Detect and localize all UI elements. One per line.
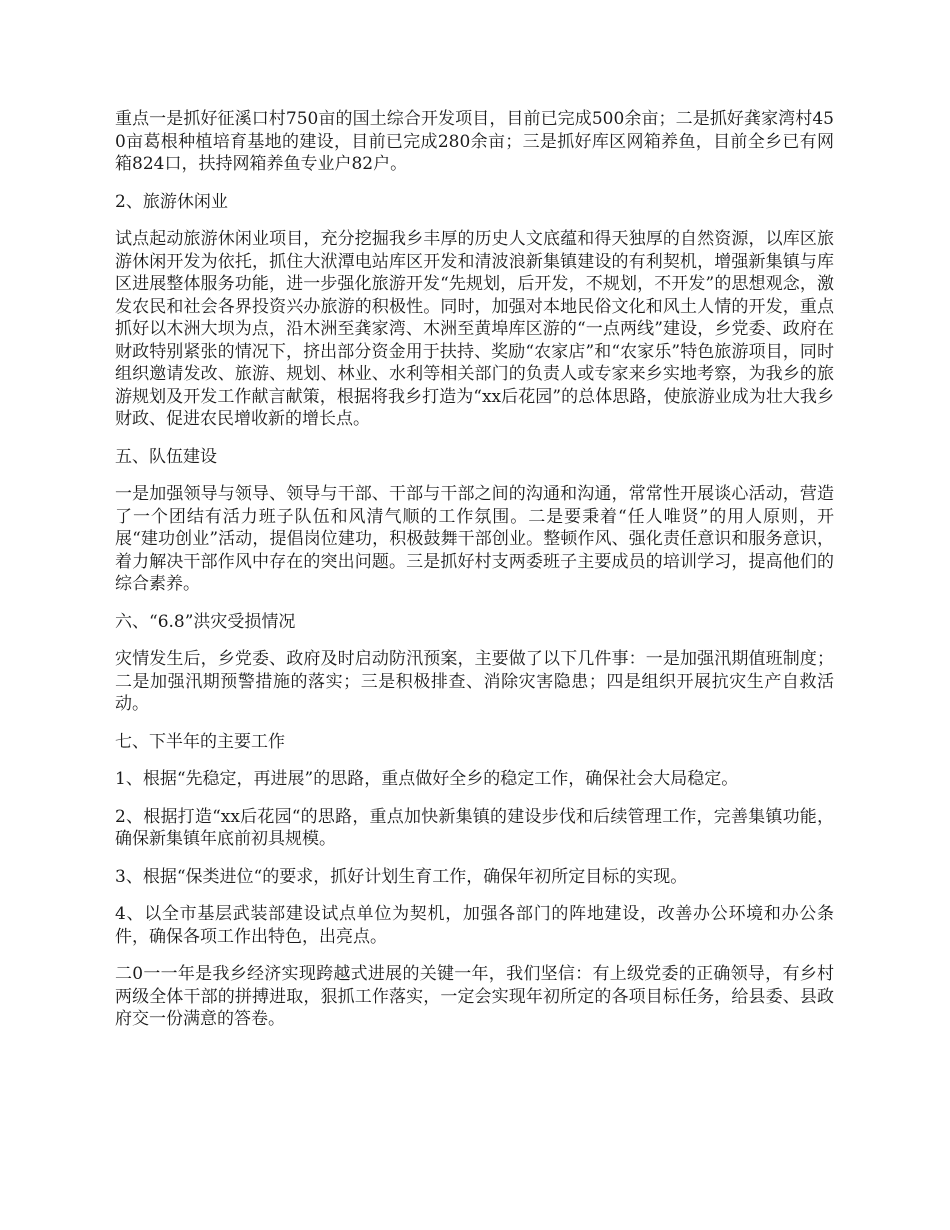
paragraph-conclusion: 二0一一年是我乡经济实现跨越式进展的关键一年，我们坚信：有上级党委的正确领导，有乡村两级全体干部的拼搏进取，狠抓工作落实，一定会实现年初所定的各项目标任务，给县委、县政府交一份满意的答卷。 [115, 964, 834, 1029]
list-item-work-3: 3、根据“保类进位“的要求，抓好计划生育工作，确保年初所定目标的实现。 [115, 866, 688, 887]
list-item-work-1: 1、根据“先稳定，再进展”的思路，重点做好全乡的稳定工作，确保社会大局稳定。 [115, 769, 739, 789]
paragraph-flood-damage: 灾情发生后，乡党委、政府及时启动防汛预案，主要做了以下几件事：一是加强汛期值班制度；二是加强汛期预警措施的落实；三是积极排查、消除灾害隐患；四是组织开展抗灾生产自救活动。 [115, 649, 834, 714]
heading-tourism: 2、旅游休闲业 [115, 191, 228, 212]
list-item-work-4: 4、以全市基层武装部建设试点单位为契机，加强各部门的阵地建设，改善办公环境和办公条件，确保各项工作出特色，出亮点。 [115, 904, 834, 947]
paragraph-agriculture-projects: 重点一是抓好征溪口村750亩的国土综合开发项目，目前已完成500余亩；二是抓好龚家湾村450亩葛根种植培育基地的建设，目前已完成280余亩；三是抓好库区网箱养鱼，目前全乡已有网箱824口，扶持网箱养鱼专业户82户。 [115, 109, 834, 174]
heading-flood-damage: 六、“6.8”洪灾受损情况 [115, 611, 296, 632]
heading-second-half-work: 七、下半年的主要工作 [115, 731, 285, 752]
paragraph-team-building: 一是加强领导与领导、领导与干部、干部与干部之间的沟通和沟通，常常性开展谈心活动，营造了一个团结有活力班子队伍和风清气顺的工作氛围。二是要秉着“任人唯贤”的用人原则，开展“建功创业”活动，提倡岗位建功，积极鼓舞干部创业。整顿作风、强化责任意识和服务意识，着力解决干部作风中存在的突出问题。三是抓好村支两委班子主要成员的培训学习，提高他们的综合素养。 [115, 484, 834, 594]
paragraph-tourism: 试点起动旅游休闲业项目，充分挖掘我乡丰厚的历史人文底蕴和得天独厚的自然资源，以库区旅游休闲开发为依托，抓住大洑潭电站库区开发和清波浪新集镇建设的有利契机，增强新集镇与库区进展整体服务功能，进一步强化旅游开发“先规划，后开发，不规划，不开发”的思想观念，激发农民和社会各界投资兴办旅游的积极性。同时，加强对本地民俗文化和风土人情的开发，重点抓好以木洲大坝为点，沿木洲至龚家湾、木洲至黄埠库区游的“一点两线”建设，乡党委、政府在财政特别紧张的情况下，挤出部分资金用于扶持、奖励“农家店”和“农家乐”特色旅游项目，同时组织邀请发改、旅游、规划、林业、水利等相关部门的负责人或专家来乡实地考察，为我乡的旅游规划及开发工作献言献策，根据将我乡打造为“xx后花园”的总体思路，使旅游业成为壮大我乡财政、促进农民增收新的增长点。 [115, 229, 834, 429]
list-item-work-2: 2、根据打造“xx后花园“的思路，重点加快新集镇的建设步伐和后续管理工作，完善集镇功能，确保新集镇年底前初具规模。 [115, 806, 834, 849]
heading-team-building: 五、队伍建设 [115, 446, 217, 467]
